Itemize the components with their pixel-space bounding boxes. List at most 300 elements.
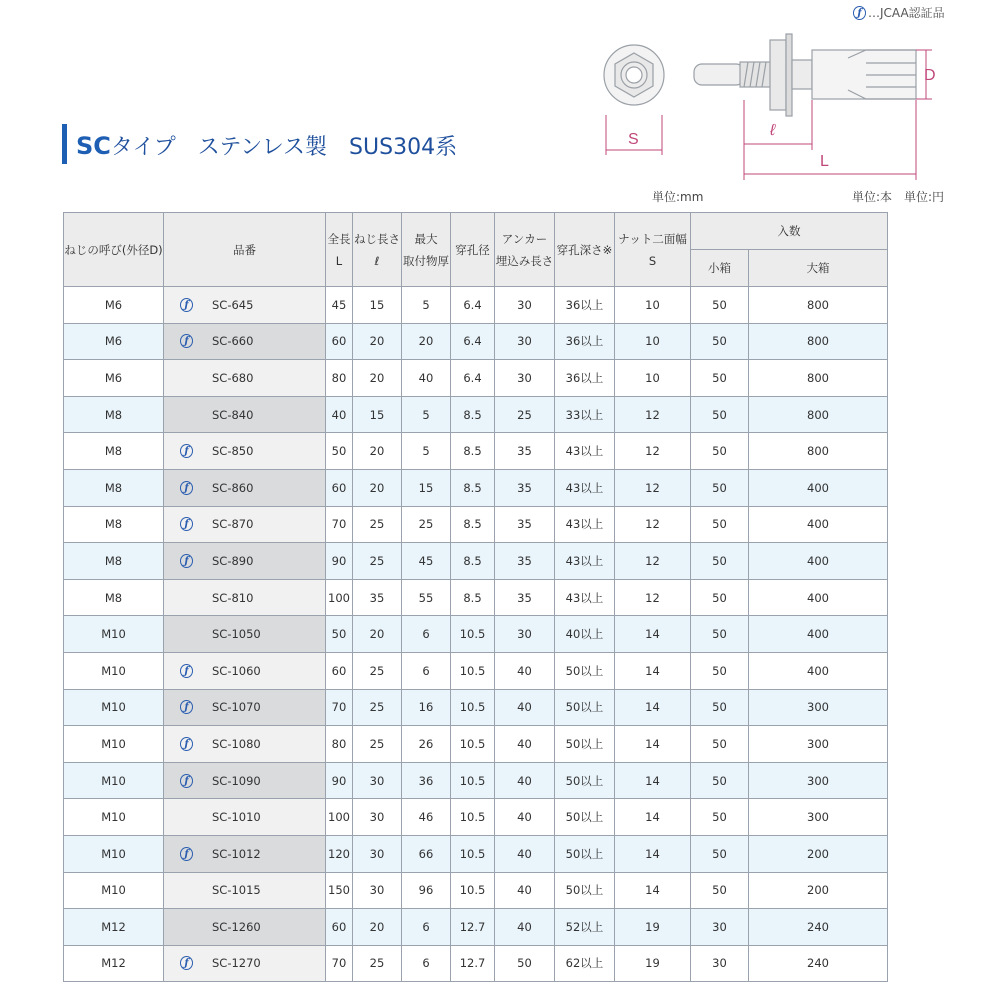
part-number: SC-1012 (212, 846, 261, 861)
cell-L: 60 (326, 909, 353, 946)
cell-large: 300 (749, 689, 888, 726)
jcaa-certified-icon: ƒ (180, 700, 193, 714)
part-cell-content (164, 298, 325, 312)
cell-small: 50 (691, 726, 749, 763)
jcaa-certified-icon: ƒ (180, 737, 193, 751)
cell-part (164, 433, 326, 470)
part-cell-content (164, 481, 325, 495)
header-thread-line1: ねじ長さ (354, 231, 400, 246)
cell-embed: 40 (495, 762, 555, 799)
part-number: SC-1270 (212, 956, 261, 971)
unit-quantity: 単位:本 (852, 190, 893, 204)
cell-hole: 8.5 (451, 579, 495, 616)
jcaa-icon-slot (164, 700, 209, 714)
cell-l: 20 (353, 323, 402, 360)
cell-depth: 50以上 (555, 835, 615, 872)
cell-hole: 10.5 (451, 652, 495, 689)
cell-nut: 14 (615, 835, 691, 872)
cell-l: 15 (353, 396, 402, 433)
cell-depth: 50以上 (555, 726, 615, 763)
part-number: SC-850 (212, 444, 254, 459)
cell-small: 50 (691, 835, 749, 872)
part-number: SC-810 (212, 590, 254, 605)
dimension-label-diameter: D (924, 67, 936, 84)
cell-part (164, 799, 326, 836)
cell-part (164, 762, 326, 799)
cell-part (164, 616, 326, 653)
cell-L: 70 (326, 689, 353, 726)
part-cell-content (164, 517, 325, 531)
jcaa-certified-icon: ƒ (180, 481, 193, 495)
cell-size: M8 (64, 433, 164, 470)
cell-embed: 40 (495, 726, 555, 763)
cell-small: 50 (691, 287, 749, 324)
cell-size: M10 (64, 616, 164, 653)
header-embed-length (495, 213, 555, 287)
cell-hole: 6.4 (451, 287, 495, 324)
header-small-box: 小箱 (691, 250, 749, 287)
table-row (64, 909, 888, 946)
cell-large: 300 (749, 726, 888, 763)
cell-small: 50 (691, 433, 749, 470)
cell-nut: 14 (615, 616, 691, 653)
cell-size: M8 (64, 396, 164, 433)
table-row (64, 396, 888, 433)
jcaa-icon-slot (164, 298, 209, 312)
jcaa-certified-icon: ƒ (180, 517, 193, 531)
cell-large: 300 (749, 762, 888, 799)
cell-hole: 8.5 (451, 433, 495, 470)
cell-L: 60 (326, 652, 353, 689)
cell-hole: 12.7 (451, 945, 495, 982)
cell-depth: 43以上 (555, 506, 615, 543)
cell-embed: 35 (495, 433, 555, 470)
cell-L: 150 (326, 872, 353, 909)
cell-size: M12 (64, 945, 164, 982)
cell-nut: 14 (615, 799, 691, 836)
cell-L: 90 (326, 762, 353, 799)
jcaa-certified-icon: ƒ (180, 847, 193, 861)
table-row (64, 872, 888, 909)
part-number: SC-1260 (212, 919, 261, 934)
cell-large: 240 (749, 945, 888, 982)
cell-nut: 14 (615, 652, 691, 689)
dimension-label-length: L (820, 153, 829, 170)
part-cell-content (164, 591, 325, 605)
cell-nut: 12 (615, 579, 691, 616)
cell-nut: 14 (615, 726, 691, 763)
part-number: SC-890 (212, 553, 254, 568)
cell-large: 400 (749, 652, 888, 689)
header-quantity: 入数 (691, 213, 888, 250)
jcaa-certified-icon: ƒ (853, 6, 866, 20)
unit-price: 単位:円 (904, 190, 945, 204)
cell-size: M10 (64, 835, 164, 872)
part-cell-content (164, 408, 325, 422)
cell-hole: 10.5 (451, 689, 495, 726)
cell-size: M8 (64, 506, 164, 543)
cell-nut: 12 (615, 469, 691, 506)
cell-embed: 30 (495, 360, 555, 397)
cell-thick: 5 (402, 433, 451, 470)
cell-thick: 40 (402, 360, 451, 397)
table-row (64, 433, 888, 470)
header-maxthick-line2: 取付物厚 (403, 253, 449, 268)
table-row (64, 616, 888, 653)
cell-l: 25 (353, 945, 402, 982)
part-cell-content (164, 774, 325, 788)
cell-nut: 12 (615, 396, 691, 433)
cell-large: 400 (749, 616, 888, 653)
cell-size: M6 (64, 323, 164, 360)
jcaa-icon-slot (164, 517, 209, 531)
cell-size: M6 (64, 287, 164, 324)
cell-l: 20 (353, 433, 402, 470)
jcaa-legend-text: …JCAA認証品 (868, 6, 945, 20)
cell-part (164, 579, 326, 616)
jcaa-certified-icon: ƒ (180, 956, 193, 970)
cell-part (164, 835, 326, 872)
cell-depth: 36以上 (555, 360, 615, 397)
cell-L: 50 (326, 616, 353, 653)
part-number: SC-1080 (212, 736, 261, 751)
part-number: SC-1010 (212, 810, 261, 825)
table-row (64, 323, 888, 360)
table-row (64, 469, 888, 506)
cell-depth: 43以上 (555, 469, 615, 506)
cell-embed: 40 (495, 835, 555, 872)
cell-large: 800 (749, 360, 888, 397)
header-hole-depth: 穿孔深さ※ (555, 213, 615, 287)
cell-l: 25 (353, 543, 402, 580)
table-row (64, 835, 888, 872)
cell-size: M10 (64, 652, 164, 689)
title-prefix: SC (76, 132, 111, 160)
part-cell-content (164, 334, 325, 348)
cell-hole: 10.5 (451, 872, 495, 909)
cell-depth: 50以上 (555, 799, 615, 836)
front-view (604, 45, 664, 105)
cell-hole: 6.4 (451, 360, 495, 397)
jcaa-certified-icon: ƒ (180, 774, 193, 788)
cell-nut: 19 (615, 945, 691, 982)
cell-large: 400 (749, 506, 888, 543)
header-length (326, 213, 353, 287)
cell-small: 50 (691, 396, 749, 433)
cell-nut: 12 (615, 506, 691, 543)
cell-part (164, 909, 326, 946)
header-embed-line2: 埋込み長さ (495, 253, 554, 268)
cell-size: M10 (64, 689, 164, 726)
jcaa-certified-icon: ƒ (180, 444, 193, 458)
spec-table (63, 212, 888, 982)
page-title (76, 130, 457, 161)
table-row (64, 360, 888, 397)
cell-l: 25 (353, 689, 402, 726)
cell-L: 90 (326, 543, 353, 580)
jcaa-icon-slot (164, 444, 209, 458)
cell-large: 400 (749, 469, 888, 506)
cell-part (164, 396, 326, 433)
cell-embed: 35 (495, 506, 555, 543)
part-number: SC-1060 (212, 663, 261, 678)
cell-l: 30 (353, 799, 402, 836)
cell-small: 50 (691, 762, 749, 799)
cell-depth: 62以上 (555, 945, 615, 982)
cell-large: 300 (749, 799, 888, 836)
cell-thick: 16 (402, 689, 451, 726)
cell-hole: 8.5 (451, 543, 495, 580)
cell-L: 100 (326, 579, 353, 616)
table-row (64, 689, 888, 726)
cell-embed: 35 (495, 579, 555, 616)
cell-depth: 36以上 (555, 323, 615, 360)
part-cell-content (164, 554, 325, 568)
cell-embed: 40 (495, 799, 555, 836)
cell-nut: 12 (615, 433, 691, 470)
jcaa-icon-slot (164, 956, 209, 970)
table-row (64, 543, 888, 580)
cell-nut: 10 (615, 287, 691, 324)
part-number: SC-1015 (212, 883, 261, 898)
cell-depth: 50以上 (555, 689, 615, 726)
cell-depth: 43以上 (555, 579, 615, 616)
title-accent-bar (62, 124, 67, 164)
table-row (64, 945, 888, 982)
cell-size: M10 (64, 799, 164, 836)
cell-small: 50 (691, 689, 749, 726)
part-cell-content (164, 956, 325, 970)
cell-l: 25 (353, 506, 402, 543)
cell-size: M10 (64, 762, 164, 799)
cell-large: 240 (749, 909, 888, 946)
cell-thick: 96 (402, 872, 451, 909)
cell-embed: 50 (495, 945, 555, 982)
cell-size: M10 (64, 872, 164, 909)
header-length-line1: 全長 (327, 231, 351, 246)
cell-hole: 10.5 (451, 835, 495, 872)
jcaa-certified-icon: ƒ (180, 554, 193, 568)
header-length-line2: L (335, 253, 343, 268)
jcaa-icon-slot (164, 481, 209, 495)
jcaa-legend (853, 4, 945, 21)
part-cell-content (164, 810, 325, 824)
cell-depth: 50以上 (555, 872, 615, 909)
cell-embed: 35 (495, 543, 555, 580)
cell-L: 80 (326, 360, 353, 397)
jcaa-icon-slot (164, 554, 209, 568)
cell-small: 50 (691, 506, 749, 543)
cell-L: 45 (326, 287, 353, 324)
part-number: SC-1090 (212, 773, 261, 788)
cell-hole: 12.7 (451, 909, 495, 946)
header-nut-width: ナット二面幅S (615, 213, 691, 287)
header-thread (353, 213, 402, 287)
cell-thick: 45 (402, 543, 451, 580)
part-cell-content (164, 700, 325, 714)
cell-thick: 66 (402, 835, 451, 872)
cell-large: 400 (749, 543, 888, 580)
jcaa-icon-slot (164, 847, 209, 861)
cell-L: 60 (326, 469, 353, 506)
cell-hole: 6.4 (451, 323, 495, 360)
cell-small: 50 (691, 799, 749, 836)
cell-l: 20 (353, 360, 402, 397)
cell-hole: 10.5 (451, 799, 495, 836)
cell-L: 100 (326, 799, 353, 836)
cell-part (164, 360, 326, 397)
cell-size: M8 (64, 543, 164, 580)
cell-depth: 52以上 (555, 909, 615, 946)
jcaa-certified-icon: ƒ (180, 664, 193, 678)
cell-part (164, 469, 326, 506)
cell-L: 120 (326, 835, 353, 872)
jcaa-icon-slot (164, 334, 209, 348)
cell-small: 50 (691, 323, 749, 360)
cell-part (164, 652, 326, 689)
dimension-label-s: S (628, 131, 639, 148)
cell-large: 800 (749, 323, 888, 360)
cell-thick: 15 (402, 469, 451, 506)
cell-part (164, 287, 326, 324)
cell-L: 70 (326, 945, 353, 982)
table-row (64, 506, 888, 543)
part-cell-content (164, 847, 325, 861)
jcaa-certified-icon: ƒ (180, 334, 193, 348)
part-number: SC-660 (212, 334, 254, 349)
cell-part (164, 689, 326, 726)
header-part-number: 品番 (164, 213, 326, 287)
cell-small: 50 (691, 872, 749, 909)
cell-small: 50 (691, 616, 749, 653)
cell-nut: 19 (615, 909, 691, 946)
cell-hole: 8.5 (451, 396, 495, 433)
cell-l: 20 (353, 469, 402, 506)
cell-L: 50 (326, 433, 353, 470)
cell-nut: 12 (615, 543, 691, 580)
cell-large: 800 (749, 396, 888, 433)
cell-l: 20 (353, 909, 402, 946)
header-max-thickness (402, 213, 451, 287)
anchor-bolt-diagram (598, 20, 940, 182)
cell-l: 30 (353, 835, 402, 872)
table-row (64, 762, 888, 799)
cell-depth: 43以上 (555, 543, 615, 580)
header-large-box: 大箱 (749, 250, 888, 287)
part-cell-content (164, 920, 325, 934)
cell-large: 800 (749, 433, 888, 470)
side-view (694, 34, 916, 116)
cell-small: 50 (691, 579, 749, 616)
part-cell-content (164, 627, 325, 641)
jcaa-icon-slot (164, 737, 209, 751)
cell-depth: 43以上 (555, 433, 615, 470)
cell-thick: 36 (402, 762, 451, 799)
cell-L: 70 (326, 506, 353, 543)
jcaa-certified-icon: ƒ (180, 298, 193, 312)
cell-small: 50 (691, 652, 749, 689)
cell-l: 15 (353, 287, 402, 324)
cell-thick: 55 (402, 579, 451, 616)
cell-thick: 6 (402, 616, 451, 653)
part-number: SC-840 (212, 407, 254, 422)
cell-thick: 6 (402, 945, 451, 982)
cell-small: 30 (691, 909, 749, 946)
cell-embed: 40 (495, 872, 555, 909)
cell-hole: 10.5 (451, 616, 495, 653)
cell-part (164, 872, 326, 909)
part-number: SC-1050 (212, 627, 261, 642)
cell-nut: 14 (615, 762, 691, 799)
cell-L: 40 (326, 396, 353, 433)
cell-embed: 40 (495, 909, 555, 946)
page-bottom-edge (0, 988, 1000, 1000)
cell-small: 50 (691, 469, 749, 506)
cell-size: M10 (64, 726, 164, 763)
part-cell-content (164, 371, 325, 385)
cell-part (164, 506, 326, 543)
cell-large: 800 (749, 287, 888, 324)
cell-thick: 25 (402, 506, 451, 543)
title-text: タイプ ステンレス製 SUS304系 (110, 135, 458, 160)
cell-depth: 40以上 (555, 616, 615, 653)
cell-small: 50 (691, 360, 749, 397)
cell-depth: 50以上 (555, 762, 615, 799)
part-number: SC-680 (212, 370, 254, 385)
cell-l: 20 (353, 616, 402, 653)
cell-large: 200 (749, 835, 888, 872)
cell-L: 80 (326, 726, 353, 763)
cell-size: M6 (64, 360, 164, 397)
cell-large: 200 (749, 872, 888, 909)
part-cell-content (164, 883, 325, 897)
cell-thick: 5 (402, 287, 451, 324)
cell-nut: 10 (615, 323, 691, 360)
cell-l: 25 (353, 652, 402, 689)
cell-hole: 8.5 (451, 469, 495, 506)
header-thread-line2: ℓ (374, 253, 380, 268)
part-number: SC-645 (212, 297, 254, 312)
cell-thick: 6 (402, 652, 451, 689)
cell-thick: 5 (402, 396, 451, 433)
header-maxthick-line1: 最大 (414, 231, 438, 246)
cell-nut: 10 (615, 360, 691, 397)
part-number: SC-870 (212, 517, 254, 532)
table-row (64, 579, 888, 616)
part-cell-content (164, 664, 325, 678)
cell-small: 30 (691, 945, 749, 982)
cell-l: 35 (353, 579, 402, 616)
cell-large: 400 (749, 579, 888, 616)
cell-size: M8 (64, 469, 164, 506)
cell-embed: 25 (495, 396, 555, 433)
header-embed-line1: アンカー (501, 231, 548, 246)
table-row (64, 799, 888, 836)
dimension-label-thread: ℓ (770, 122, 776, 139)
cell-depth: 36以上 (555, 287, 615, 324)
cell-embed: 30 (495, 616, 555, 653)
part-cell-content (164, 737, 325, 751)
cell-embed: 40 (495, 652, 555, 689)
unit-dimensions: 単位:mm (652, 190, 704, 204)
cell-l: 25 (353, 726, 402, 763)
part-cell-content (164, 444, 325, 458)
cell-hole: 8.5 (451, 506, 495, 543)
table-body (64, 287, 888, 982)
cell-hole: 10.5 (451, 762, 495, 799)
cell-embed: 30 (495, 323, 555, 360)
table-row (64, 652, 888, 689)
